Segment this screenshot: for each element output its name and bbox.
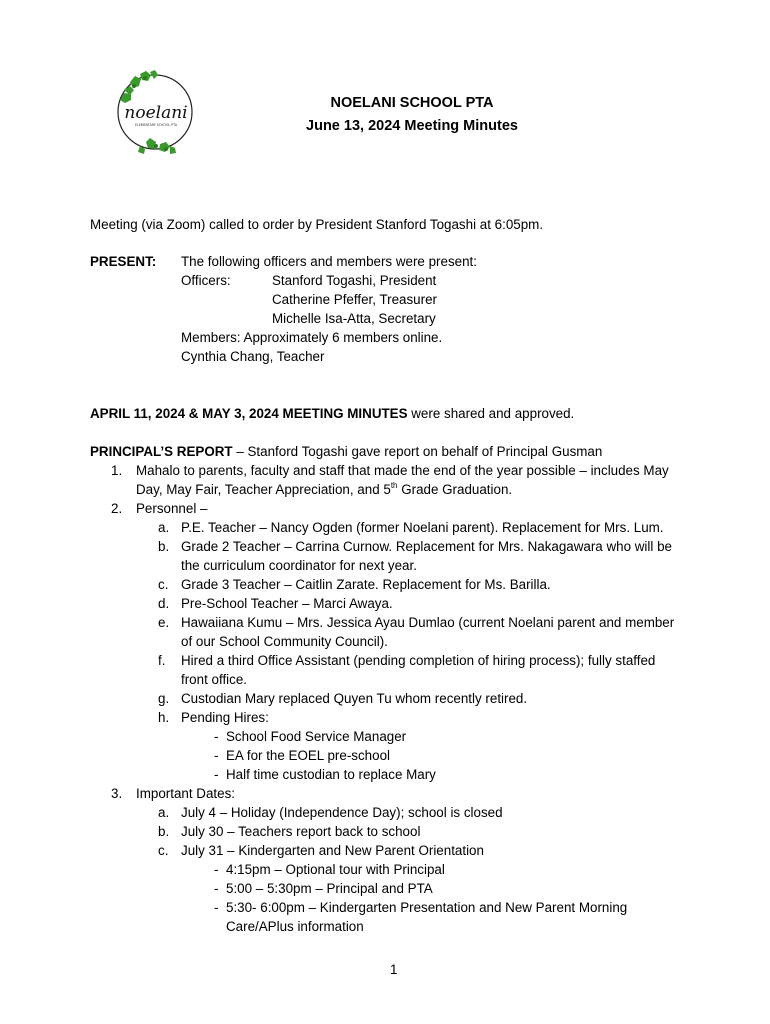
- officers-label: Officers:: [181, 273, 231, 288]
- date-item: July 30 – Teachers report back to school: [181, 824, 421, 839]
- item-1-line-2-a: Day, May Fair, Teacher Appreciation, and 5: [136, 482, 391, 497]
- personnel-item: Grade 2 Teacher – Carrina Curnow. Replacement for Mrs. Nakagawara who will be: [181, 539, 672, 554]
- page-number: 1: [390, 962, 398, 977]
- item-3-text: Important Dates:: [136, 786, 235, 801]
- personnel-item: Pending Hires:: [181, 710, 269, 725]
- dash-bullet: -: [214, 881, 219, 896]
- date-marker: c.: [158, 843, 169, 858]
- personnel-marker: a.: [158, 520, 170, 535]
- orientation-item: 5:30- 6:00pm – Kindergarten Presentation and New Parent Morning: [226, 900, 628, 915]
- officer-2: Catherine Pfeffer, Treasurer: [272, 292, 437, 307]
- minutes-heading: APRIL 11, 2024 & MAY 3, 2024 MEETING MINUTES: [90, 406, 408, 421]
- members-line: Members: Approximately 6 members online.: [181, 330, 443, 345]
- principal-report-heading: [90, 443, 602, 461]
- principal-report-label: PRINCIPAL’S REPORT: [90, 444, 233, 459]
- logo-text: noelani: [124, 103, 188, 123]
- item-1-line-2-b: Grade Graduation.: [397, 482, 513, 497]
- item-1-line-2: [136, 481, 512, 499]
- pending-hire: School Food Service Manager: [226, 729, 407, 744]
- document-subtitle: June 13, 2024 Meeting Minutes: [306, 118, 518, 134]
- personnel-marker: b.: [158, 539, 170, 554]
- orientation-item: 4:15pm – Optional tour with Principal: [226, 862, 445, 877]
- dash-bullet: -: [214, 862, 219, 877]
- ordinal-sup: th: [390, 481, 398, 490]
- item-1-number: 1.: [111, 463, 123, 478]
- orientation-item-cont: Care/APlus information: [226, 919, 364, 934]
- date-item: July 4 – Holiday (Independence Day); school is closed: [181, 805, 503, 820]
- personnel-marker: g.: [158, 691, 170, 706]
- minutes-approval: [90, 405, 574, 423]
- date-marker: a.: [158, 805, 170, 820]
- pending-hire: Half time custodian to replace Mary: [226, 767, 436, 782]
- item-2-text: Personnel –: [136, 501, 208, 516]
- dash-bullet: -: [214, 748, 219, 763]
- noelani-logo: [110, 66, 200, 158]
- pending-hire: EA for the EOEL pre-school: [226, 748, 390, 763]
- personnel-marker: c.: [158, 577, 169, 592]
- dash-bullet: -: [214, 767, 219, 782]
- personnel-item-cont: the curriculum coordinator for next year.: [181, 558, 417, 573]
- personnel-item-cont: front office.: [181, 672, 247, 687]
- personnel-item: P.E. Teacher – Nancy Ogden (former Noelani parent). Replacement for Mrs. Lum.: [181, 520, 664, 535]
- item-3-number: 3.: [111, 786, 123, 801]
- item-2-number: 2.: [111, 501, 123, 516]
- personnel-item: Custodian Mary replaced Quyen Tu whom recently retired.: [181, 691, 528, 706]
- date-marker: b.: [158, 824, 170, 839]
- personnel-item: Grade 3 Teacher – Caitlin Zarate. Replacement for Ms. Barilla.: [181, 577, 551, 592]
- logo-subtext: ELEMENTARY SCHOOL PTA: [134, 123, 178, 127]
- item-1-line-1: Mahalo to parents, faculty and staff that made the end of the year possible – includes May: [136, 463, 669, 478]
- personnel-marker: h.: [158, 710, 170, 725]
- personnel-item: Pre-School Teacher – Marci Awaya.: [181, 596, 393, 611]
- officer-3: Michelle Isa-Atta, Secretary: [272, 311, 436, 326]
- teacher-line: Cynthia Chang, Teacher: [181, 349, 325, 364]
- present-label: PRESENT:: [90, 254, 157, 269]
- principal-report-text: – Stanford Togashi gave report on behalf of Principal Gusman: [232, 444, 603, 459]
- dash-bullet: -: [214, 729, 219, 744]
- personnel-item: Hired a third Office Assistant (pending completion of hiring process); fully staffed: [181, 653, 656, 668]
- personnel-item-cont: of our School Community Council).: [181, 634, 388, 649]
- personnel-marker: f.: [158, 653, 166, 668]
- dash-bullet: -: [214, 900, 219, 915]
- call-to-order: Meeting (via Zoom) called to order by President Stanford Togashi at 6:05pm.: [90, 217, 544, 232]
- document-title: NOELANI SCHOOL PTA: [330, 95, 494, 111]
- personnel-marker: e.: [158, 615, 170, 630]
- orientation-item: 5:00 – 5:30pm – Principal and PTA: [226, 881, 433, 896]
- personnel-item: Hawaiiana Kumu – Mrs. Jessica Ayau Dumlao (current Noelani parent and member: [181, 615, 675, 630]
- minutes-text: were shared and approved.: [407, 406, 575, 421]
- present-intro: The following officers and members were present:: [181, 254, 477, 269]
- date-item: July 31 – Kindergarten and New Parent Orientation: [181, 843, 484, 858]
- officer-1: Stanford Togashi, President: [272, 273, 437, 288]
- personnel-marker: d.: [158, 596, 170, 611]
